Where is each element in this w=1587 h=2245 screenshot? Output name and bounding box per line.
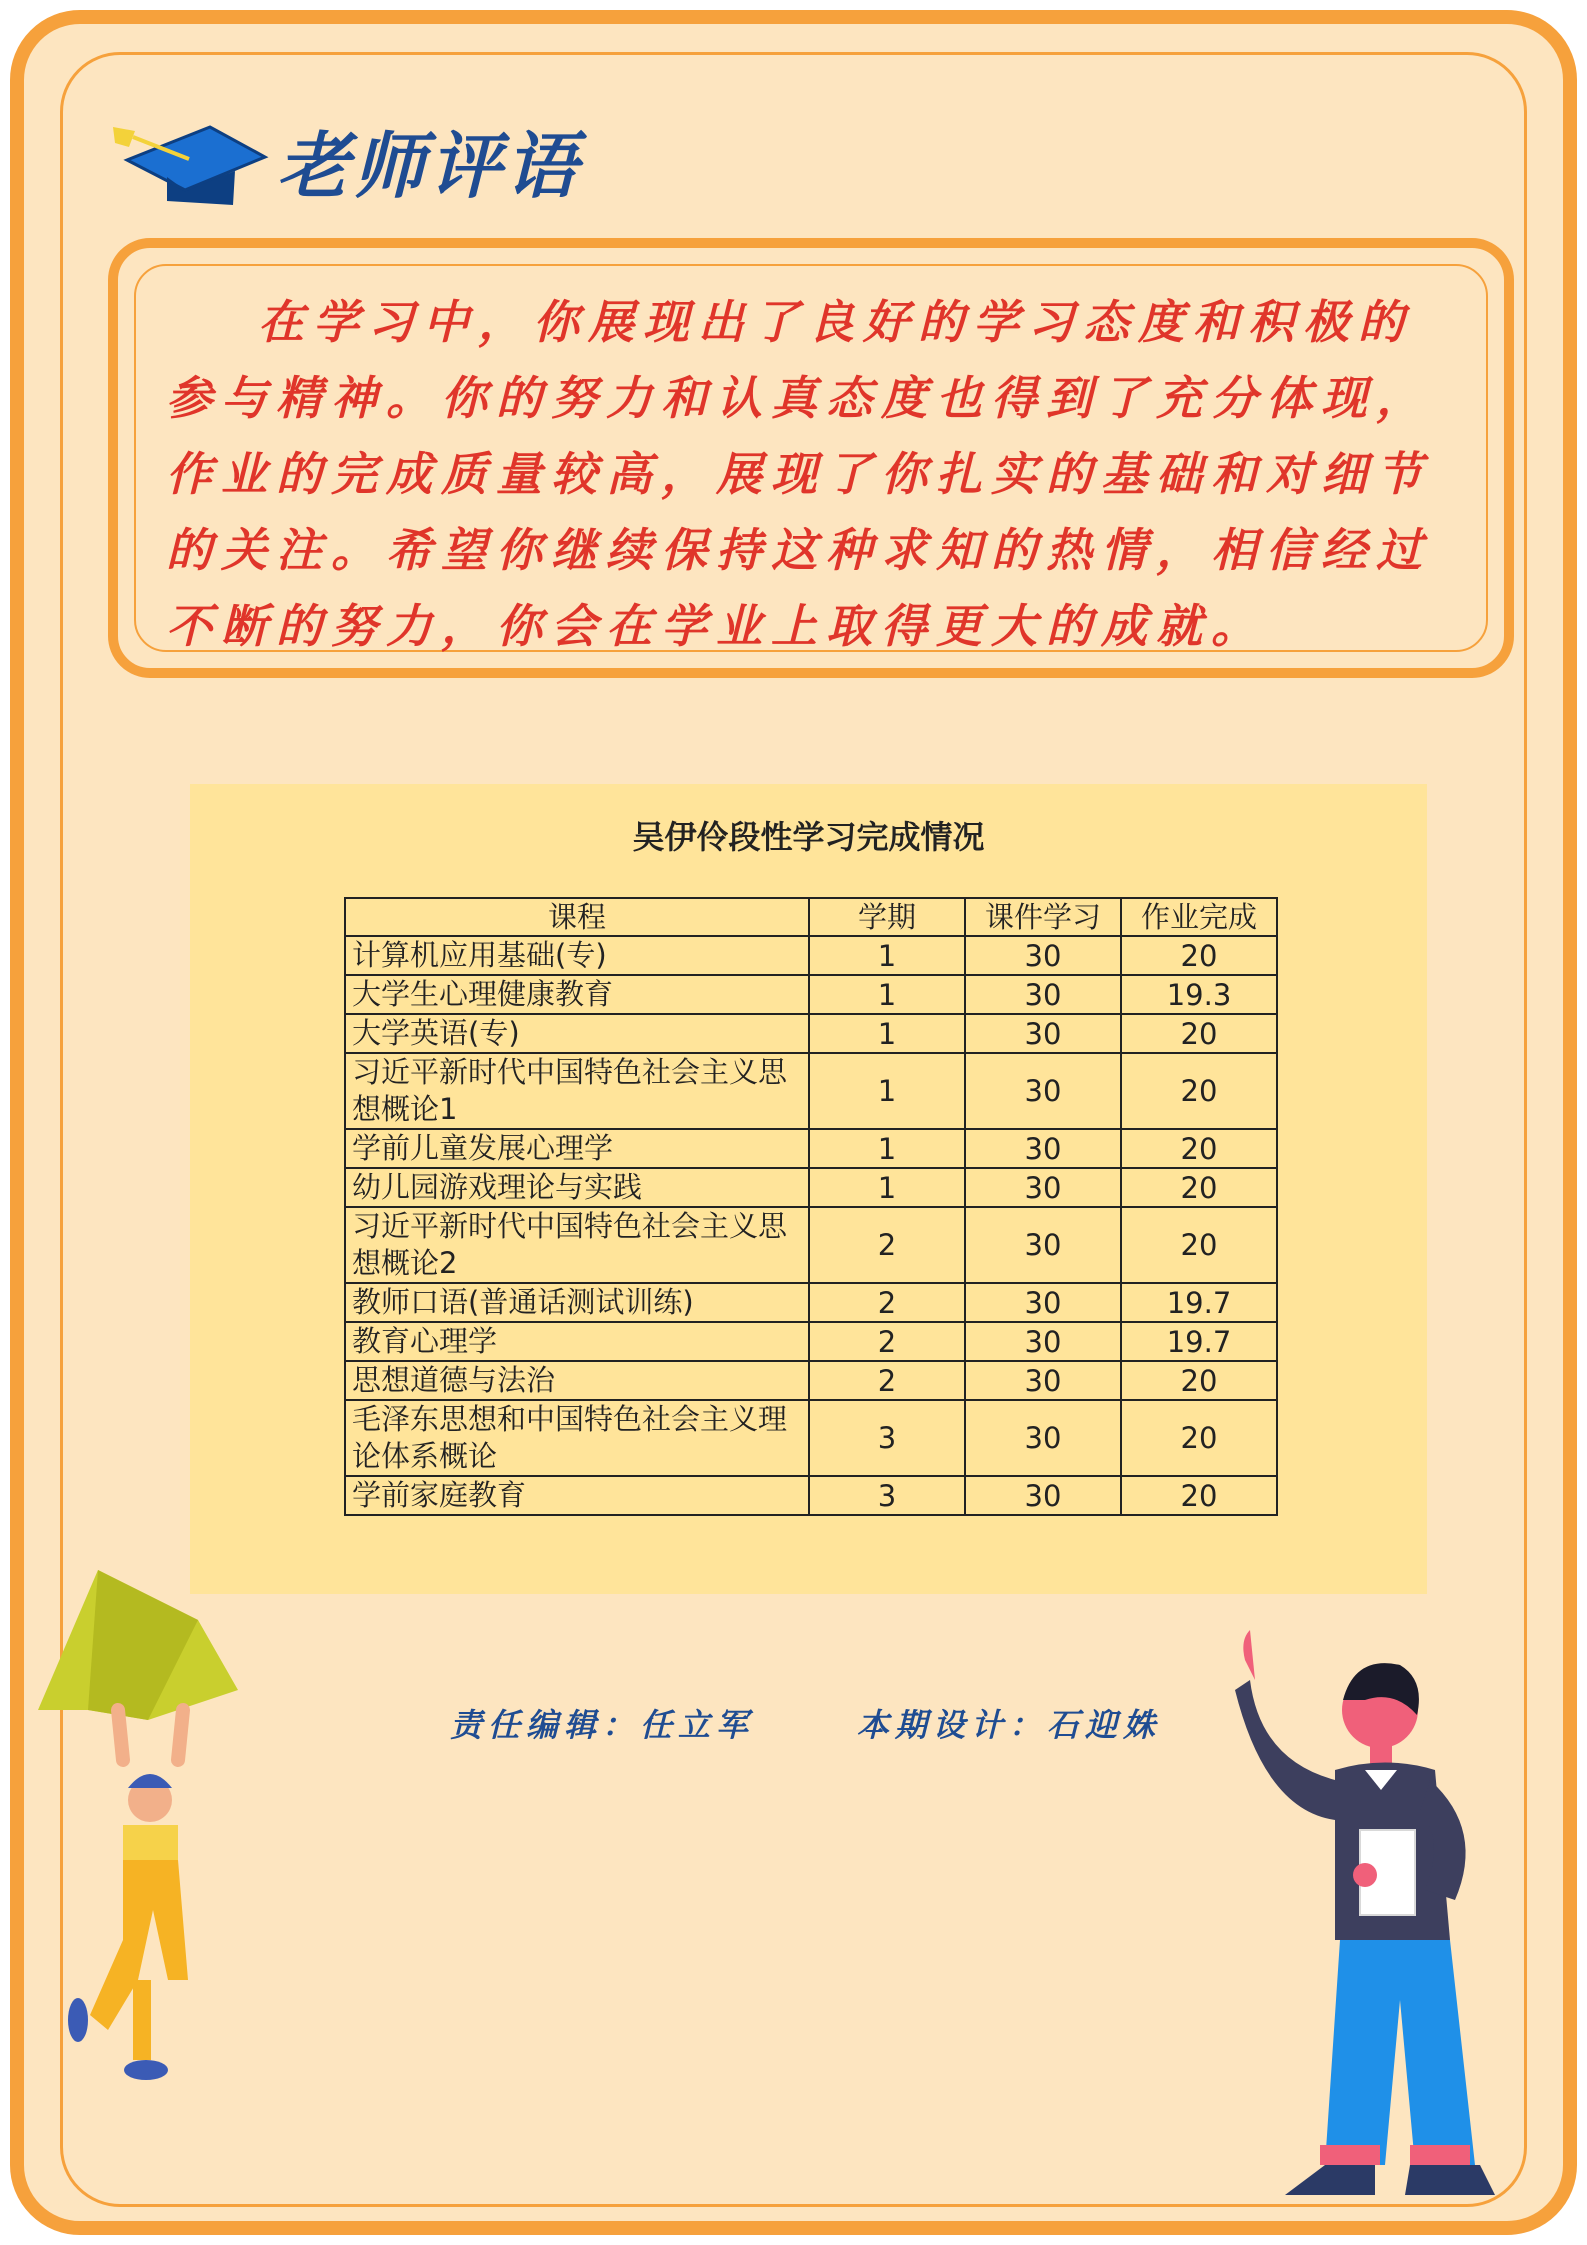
credits	[450, 1700, 1161, 1746]
cell-homework: 19.3	[1121, 975, 1277, 1014]
cell-courseware: 30	[965, 1361, 1121, 1400]
cell-course: 习近平新时代中国特色社会主义思想概论2	[345, 1207, 809, 1283]
cell-homework: 19.7	[1121, 1322, 1277, 1361]
cell-courseware: 30	[965, 1322, 1121, 1361]
table-row	[345, 1476, 1277, 1515]
table-title: 吴伊伶段性学习完成情况	[632, 818, 985, 856]
cell-homework: 20	[1121, 1476, 1277, 1515]
cell-term: 2	[809, 1207, 965, 1283]
cell-term: 3	[809, 1400, 965, 1476]
cell-course: 学前家庭教育	[345, 1476, 809, 1515]
header-homework: 作业完成	[1121, 898, 1277, 936]
editor-name: 任立军	[640, 1706, 755, 1744]
cell-term: 1	[809, 975, 965, 1014]
cell-homework: 20	[1121, 1400, 1277, 1476]
cell-courseware: 30	[965, 1014, 1121, 1053]
table-row	[345, 1207, 1277, 1283]
table-row	[345, 975, 1277, 1014]
cell-courseware: 30	[965, 1129, 1121, 1168]
cell-course: 教师口语(普通话测试训练)	[345, 1283, 809, 1322]
cell-term: 1	[809, 936, 965, 975]
table-row	[345, 1168, 1277, 1207]
cell-course: 习近平新时代中国特色社会主义思想概论1	[345, 1053, 809, 1129]
comment-text: 在学习中，你展现出了良好的学习态度和积极的参与精神。你的努力和认真态度也得到了充分体现，作业的完成质量较高，展现了你扎实的基础和对细节的关注。希望你继续保持这种求知的热情，相信经过不断的努力，你会在学业上取得更大的成就。	[166, 295, 1431, 653]
cell-courseware: 30	[965, 1168, 1121, 1207]
table-row	[345, 1053, 1277, 1129]
grades-table	[344, 897, 1278, 1516]
table-header-row	[345, 898, 1277, 936]
cell-course: 学前儿童发展心理学	[345, 1129, 809, 1168]
cell-homework: 20	[1121, 1014, 1277, 1053]
cell-course: 计算机应用基础(专)	[345, 936, 809, 975]
cell-term: 1	[809, 1168, 965, 1207]
header-course: 课程	[345, 898, 809, 936]
page-title: 老师评语	[277, 123, 582, 208]
table-row	[345, 1014, 1277, 1053]
cell-courseware: 30	[965, 1476, 1121, 1515]
cell-homework: 20	[1121, 1361, 1277, 1400]
cell-courseware: 30	[965, 1207, 1121, 1283]
teacher-pointing-icon	[1225, 1620, 1525, 2200]
cell-term: 1	[809, 1053, 965, 1129]
graduation-cap-icon	[105, 105, 275, 215]
cell-term: 3	[809, 1476, 965, 1515]
table-row	[345, 1283, 1277, 1322]
cell-course: 大学英语(专)	[345, 1014, 809, 1053]
header-term: 学期	[809, 898, 965, 936]
cell-homework: 20	[1121, 936, 1277, 975]
editor-label: 责任编辑：	[450, 1706, 641, 1744]
cell-course: 幼儿园游戏理论与实践	[345, 1168, 809, 1207]
cell-homework: 20	[1121, 1129, 1277, 1168]
cell-courseware: 30	[965, 936, 1121, 975]
cell-term: 1	[809, 1129, 965, 1168]
cell-course: 大学生心理健康教育	[345, 975, 809, 1014]
table-row	[345, 936, 1277, 975]
student-holding-letter-icon	[28, 1560, 258, 2100]
table-row	[345, 1322, 1277, 1361]
cell-course: 毛泽东思想和中国特色社会主义理论体系概论	[345, 1400, 809, 1476]
cell-term: 2	[809, 1322, 965, 1361]
page-header	[105, 105, 581, 215]
cell-courseware: 30	[965, 1400, 1121, 1476]
table-row	[345, 1129, 1277, 1168]
cell-term: 2	[809, 1283, 965, 1322]
designer-name: 石迎姝	[1046, 1706, 1161, 1744]
table-row	[345, 1400, 1277, 1476]
cell-courseware: 30	[965, 975, 1121, 1014]
cell-course: 教育心理学	[345, 1322, 809, 1361]
designer-label: 本期设计：	[856, 1706, 1047, 1744]
cell-courseware: 30	[965, 1053, 1121, 1129]
cell-homework: 19.7	[1121, 1283, 1277, 1322]
cell-homework: 20	[1121, 1207, 1277, 1283]
cell-course: 思想道德与法治	[345, 1361, 809, 1400]
cell-term: 2	[809, 1361, 965, 1400]
header-courseware: 课件学习	[965, 898, 1121, 936]
comment-box	[108, 238, 1514, 678]
cell-homework: 20	[1121, 1168, 1277, 1207]
table-row	[345, 1361, 1277, 1400]
cell-courseware: 30	[965, 1283, 1121, 1322]
cell-term: 1	[809, 1014, 965, 1053]
cell-homework: 20	[1121, 1053, 1277, 1129]
